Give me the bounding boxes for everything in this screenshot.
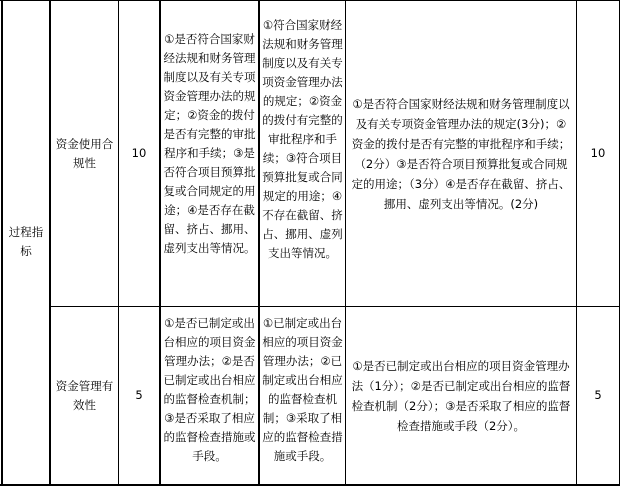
weight-cell <box>119 1 159 306</box>
scoring-cell <box>346 1 576 306</box>
weight-value: 10 <box>131 146 147 160</box>
criteria-text: ①是否符合国家财经法规和财务管理制度以及有关专项资金管理办法的规定；②资金的拨付是否有完整的审批程序和手续；③是否符合项目预算批复或合同规定的用途；④是否存在截留、挤占、挪用、虚列支出等情况。 <box>163 32 256 255</box>
indicator-name-cell <box>51 1 118 306</box>
score-cell <box>577 1 619 306</box>
criteria-cell <box>161 314 258 466</box>
indicator-name: 资金管理有效性 <box>55 378 114 412</box>
criteria-text: ①是否已制定或出台相应的项目资金管理办法；②是否已制定或出台相应的监督检查机制；③是否采取了相应的监督检查措施或手段。 <box>163 316 256 463</box>
scoring-text: ①是否已制定或出台相应的项目资金管理办法（1分）；②是否已制定或出台相应的监督检查机制（2分）；③是否采取了相应的监督检查措施或手段（2分）。 <box>351 358 571 433</box>
scoring-text: ①是否符合国家财经法规和财务管理制度以及有关专项资金管理办法的规定(3分)；②资金的拨付是否有完整的审批程序和手续；（2分）③是否符合项目预算批复或合同规定的用途；（3分）④是否存在截留、挤占、挪用、虚列支出等情况。(2分) <box>351 96 571 211</box>
weight-value: 5 <box>135 388 143 402</box>
standard-cell <box>260 16 345 263</box>
standard-text: ①符合国家财经法规和财务管理制度以及有关专项资金管理办法的规定；②资金的拨付有完整的审批程序和手续；③符合项目预算批复或合同规定的用途；④不存在截留、挤占、挪用、虚列支出等情况。 <box>262 18 343 260</box>
standard-text: ①已制定或出台相应的项目资金管理办法；②已制定或出台相应的监督检查机制；③采取了相应的监督检查措施或手段。 <box>262 316 343 463</box>
category-cell <box>3 0 49 484</box>
score-value: 10 <box>590 146 606 160</box>
criteria-cell <box>161 30 258 258</box>
category-label: 过程指标 <box>8 225 44 258</box>
weight-cell <box>119 307 159 484</box>
scoring-cell <box>346 307 576 484</box>
score-cell <box>577 307 619 484</box>
standard-cell <box>260 314 345 466</box>
score-value: 5 <box>594 388 602 402</box>
indicator-name: 资金使用合规性 <box>55 136 114 170</box>
indicator-name-cell <box>51 307 118 484</box>
table-bottom-border <box>0 484 620 486</box>
